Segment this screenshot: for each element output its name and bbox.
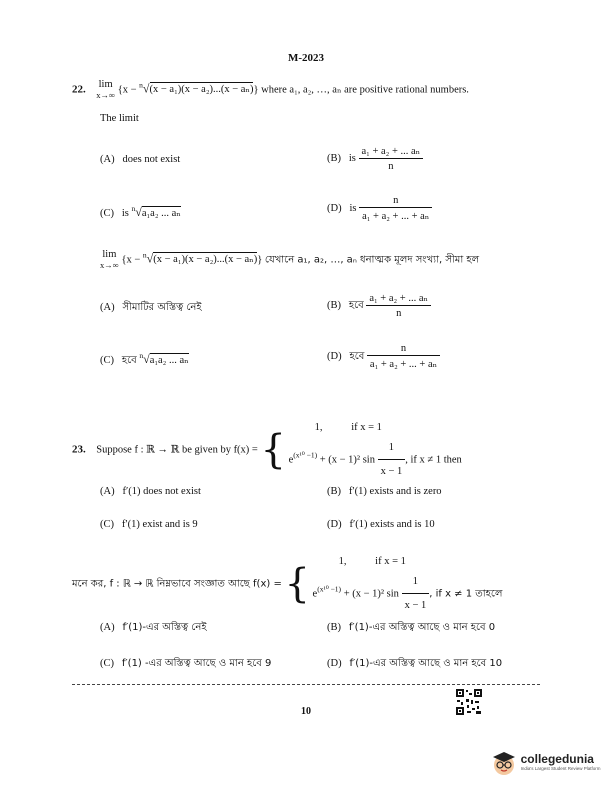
- option-prefix: হবে: [349, 350, 365, 362]
- radical-icon: √: [142, 81, 150, 96]
- q22-number: 22.: [72, 83, 86, 96]
- option-text: f′(1) -এর অস্তিত্ব আছে ও মান হবে 9: [121, 658, 272, 669]
- option-label: (A): [100, 302, 115, 313]
- left-brace-icon: {: [284, 561, 310, 607]
- q22-bn-option-c: [100, 351, 189, 370]
- q22-radicand: (x − a₁)(x − a₂)...(x − aₙ): [149, 84, 254, 96]
- radicand: (x − a₁)(x − a₂)...(x − aₙ): [153, 254, 258, 266]
- brand-name: collegedunia: [520, 752, 594, 766]
- q23-bn-pre: মনে কর, f : ℝ → ℝ নিম্নভাবে সংজ্ঞাত আছে f(x) =: [72, 578, 282, 590]
- fraction-denominator: x − 1: [404, 600, 427, 611]
- brand-text: [521, 753, 601, 771]
- option-text: f′(1)-এর অস্তিত্ব আছে ও মান হবে 10: [349, 658, 503, 669]
- q22-option-a: [100, 154, 180, 165]
- left-brace-icon: {: [260, 427, 286, 473]
- case2-mid: + (x − 1)² sin: [317, 454, 375, 466]
- option-label: (A): [100, 154, 115, 165]
- case1-condition: if x = 1: [375, 556, 406, 567]
- lim-sub: x→∞: [100, 260, 119, 270]
- q23-option-c: [100, 519, 198, 530]
- case1-value: 1,: [314, 422, 323, 433]
- radical-icon: √: [143, 352, 150, 366]
- option-label: (C): [100, 658, 114, 669]
- option-label: (D): [327, 350, 342, 362]
- option-text: f′(1) does not exist: [122, 486, 201, 497]
- piecewise: [289, 418, 462, 482]
- option-label: (C): [100, 519, 114, 530]
- q22-bn-option-a: [100, 300, 202, 317]
- q22-option-c: [100, 204, 181, 220]
- q23-bn-stem: [72, 552, 502, 616]
- root-index: n: [139, 351, 144, 360]
- page-number: 10: [301, 706, 311, 717]
- qr-code-icon: [455, 688, 483, 716]
- option-label: (B): [327, 152, 341, 164]
- root-index: n: [142, 250, 147, 260]
- fraction-numerator: a₁ + a₂ + ... aₙ: [366, 292, 431, 306]
- graduate-mascot-icon: [490, 748, 518, 776]
- case2-exponent: (x¹⁰ −1): [293, 450, 318, 460]
- q22-bn-tail: যেখানে a₁, a₂, …, aₙ ধনাত্মক মূলদ সংখ্যা, সীমা হল: [264, 254, 480, 266]
- q22-option-d: [327, 195, 432, 222]
- fraction: [378, 438, 406, 482]
- q22-bn-option-d: [327, 343, 440, 370]
- q22-option-b: [327, 145, 423, 172]
- fraction-numerator: a₁ + a₂ + ... aₙ: [359, 145, 424, 159]
- option-prefix: হবে: [121, 355, 137, 366]
- q22-lim-sub: x→∞: [96, 90, 116, 100]
- radicand: a₁a₂ ... aₙ: [149, 355, 189, 366]
- q22-expr-open: {x −: [117, 84, 140, 96]
- option-prefix: is: [349, 202, 357, 214]
- q23-number: 23.: [72, 443, 86, 456]
- fraction: [359, 145, 424, 172]
- fraction-numerator: n: [359, 195, 432, 208]
- q23-pre: Suppose f : ℝ → ℝ be given by f(x) =: [96, 444, 258, 456]
- fraction-denominator: a₁ + a₂ + ... + aₙ: [362, 211, 430, 222]
- case1-condition: if x = 1: [351, 422, 382, 433]
- option-label: (C): [100, 355, 114, 366]
- q23-option-a: [100, 486, 201, 497]
- case2-condition: , if x ≠ 1 তাহলে: [429, 588, 503, 600]
- q22-bn-option-b: [327, 292, 431, 319]
- q23-bn-option-c: [100, 656, 271, 673]
- fraction-numerator: 1: [402, 572, 430, 594]
- case-2: [289, 438, 462, 482]
- radical-icon: √: [135, 205, 142, 219]
- q23-stem: [72, 418, 462, 482]
- fraction-denominator: x − 1: [380, 466, 403, 477]
- option-text: does not exist: [122, 154, 181, 165]
- q22-root-index: n: [139, 80, 143, 90]
- radical-icon: √: [146, 251, 154, 266]
- q22-stem: [72, 80, 469, 100]
- case2-e: e: [312, 588, 318, 600]
- piecewise: [313, 552, 503, 616]
- fraction: [367, 343, 440, 370]
- option-label: (D): [327, 658, 342, 669]
- fraction-numerator: n: [367, 343, 440, 356]
- option-label: (B): [327, 622, 341, 633]
- q22-tail: where a₁, a₂, …, aₙ are positive rational numbers.: [261, 84, 469, 96]
- page-code: M-2023: [287, 52, 325, 64]
- expr-open: {x −: [121, 254, 143, 266]
- fraction: [359, 195, 432, 222]
- q23-bn-option-d: [327, 656, 502, 673]
- fraction-denominator: a₁ + a₂ + ... + aₙ: [369, 359, 438, 370]
- q22-limit: [96, 80, 115, 100]
- radicand: a₁a₂ ... aₙ: [141, 208, 181, 219]
- option-label: (C): [100, 208, 114, 219]
- case2-exponent: (x¹⁰ −1): [317, 584, 342, 594]
- case1-value: 1,: [338, 556, 347, 567]
- q23-option-b: [327, 486, 442, 497]
- case2-e: e: [288, 454, 294, 466]
- brand-logo: [490, 748, 601, 776]
- fraction-denominator: n: [388, 161, 394, 172]
- option-text: সীমাটির অস্তিত্ব নেই: [122, 302, 202, 313]
- footer-divider: [72, 684, 540, 685]
- case2-mid: + (x − 1)² sin: [341, 588, 399, 600]
- fraction: [366, 292, 431, 319]
- option-label: (A): [100, 486, 115, 497]
- option-label: (A): [100, 622, 115, 633]
- case2-condition: , if x ≠ 1 then: [405, 454, 462, 466]
- q22-bn-limit: [100, 250, 119, 270]
- option-text: f′(1) exist and is 9: [121, 519, 198, 530]
- option-prefix: is: [348, 152, 356, 164]
- option-text: f′(1)-এর অস্তিত্ব নেই: [122, 622, 207, 633]
- q23-bn-option-b: [327, 620, 495, 637]
- option-text: f′(1)-এর অস্তিত্ব আছে ও মান হবে 0: [348, 622, 496, 633]
- option-label: (B): [327, 486, 341, 497]
- option-prefix: is: [121, 208, 129, 219]
- brand-tagline: India's Largest Student Review Platform: [520, 766, 601, 771]
- q22-line2: The limit: [100, 113, 139, 124]
- case-2: [313, 572, 503, 616]
- option-text: f′(1) exists and is 10: [349, 519, 435, 530]
- lim-word: lim: [102, 249, 117, 260]
- q22-lim-word: lim: [98, 79, 113, 90]
- q22-expr-close: }: [253, 84, 259, 96]
- option-prefix: হবে: [348, 299, 364, 311]
- root-index: n: [131, 204, 136, 213]
- option-label: (D): [327, 202, 342, 214]
- fraction-denominator: n: [396, 308, 402, 319]
- expr-close: }: [257, 254, 263, 266]
- case-1: [313, 552, 503, 572]
- case-1: [289, 418, 462, 438]
- option-text: f′(1) exists and is zero: [348, 486, 442, 497]
- q22-bn-stem: [100, 250, 479, 270]
- q23-bn-option-a: [100, 620, 207, 637]
- fraction: [402, 572, 430, 616]
- option-label: (B): [327, 299, 341, 311]
- fraction-numerator: 1: [378, 438, 406, 460]
- option-label: (D): [327, 519, 342, 530]
- q23-option-d: [327, 519, 435, 530]
